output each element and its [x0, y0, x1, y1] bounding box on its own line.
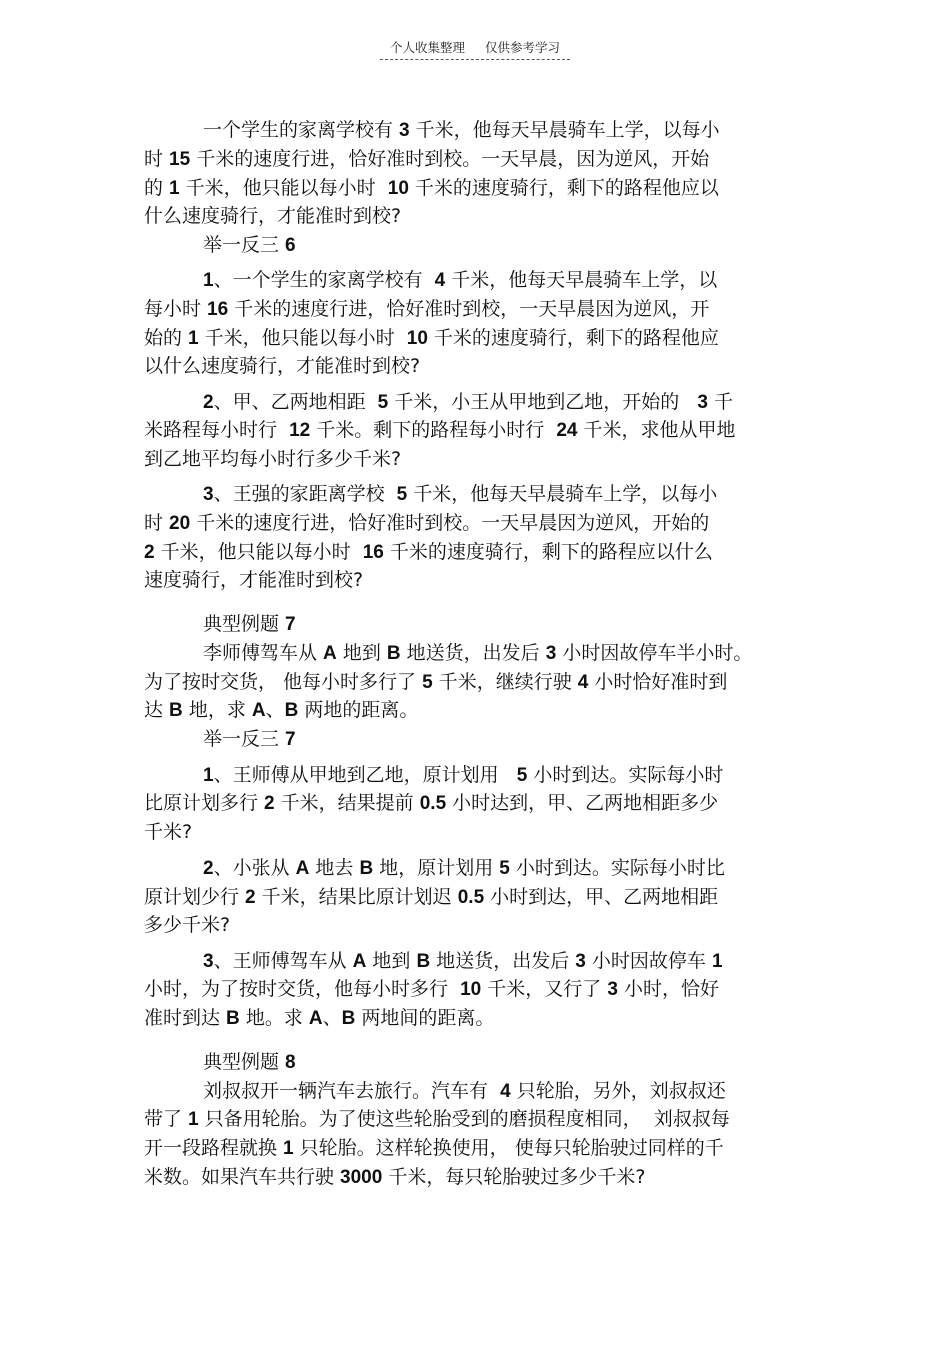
text-segment: 、 [265, 699, 285, 721]
text-segment: 千米的速度行进，恰好准时到校，一天早晨因为逆风，开 [228, 298, 710, 320]
text-line [203, 117, 720, 144]
text-segment: 3 [575, 951, 586, 972]
text-segment: 千米的速度行进，恰好准时到校。一天早晨，因为逆风，开始 [190, 148, 710, 170]
text-segment: B [284, 700, 299, 721]
text-line [203, 267, 717, 294]
text-segment: B [226, 1008, 240, 1029]
text-segment: 、 [322, 1007, 342, 1029]
text-line [144, 669, 727, 696]
text-segment: 只轮胎，另外，刘叔叔还 [510, 1080, 726, 1102]
text-line [203, 481, 717, 508]
text-segment: A [323, 643, 337, 664]
text-line [144, 567, 363, 593]
text-segment: 小时到达，甲、乙两地相距 [484, 886, 719, 908]
text-segment: 千米，又行了 [481, 978, 608, 1000]
text-line [203, 855, 725, 882]
text-segment: 1 [283, 1138, 294, 1159]
text-segment: 1 [203, 765, 214, 786]
text-segment: 3 [399, 120, 410, 141]
text-segment: 多少千米? [144, 914, 231, 936]
header-right: 仅供参考学习 [484, 40, 560, 55]
text-segment: 小时，为了按时交货，他每小时多行 [144, 978, 461, 1000]
text-line [144, 325, 719, 352]
text-segment: 典型例题 [203, 613, 286, 635]
text-segment: 1 [169, 178, 180, 199]
text-segment: 千 [708, 391, 734, 413]
text-segment: 千米的速度行进，恰好准时到校。一天早晨因为逆风，开始的 [190, 512, 710, 534]
text-line [144, 1135, 724, 1162]
text-segment: 的 [144, 177, 170, 199]
header-left: 个人收集整理 [389, 40, 465, 55]
text-line [144, 884, 718, 911]
text-segment: 3 [203, 484, 214, 505]
text-line [144, 353, 420, 379]
text-segment: 小时因故停车半小时。 [556, 642, 753, 664]
text-segment: 2 [203, 858, 214, 879]
text-segment: 5 [396, 484, 408, 505]
text-segment: 达 [144, 699, 170, 721]
text-line [203, 1049, 296, 1076]
text-segment: B [416, 951, 431, 972]
text-segment: 3 [607, 979, 618, 1000]
text-segment: 16 [362, 542, 384, 563]
text-segment: 2 [203, 392, 214, 413]
text-segment: 千米的速度骑行，剩下的路程他应 [427, 327, 719, 349]
text-segment: 5 [499, 858, 510, 879]
text-segment: 带了 [144, 1108, 189, 1130]
text-segment: 10 [460, 979, 482, 1000]
text-segment: 2 [245, 887, 256, 908]
text-segment: 开一段路程就换 [144, 1137, 284, 1159]
text-segment: 地送货，出发后 [430, 950, 576, 972]
text-segment: B [341, 1008, 356, 1029]
text-segment: 4 [500, 1081, 511, 1102]
text-segment: 12 [289, 420, 311, 441]
text-line [144, 697, 418, 724]
text-segment: 1 [188, 328, 199, 349]
text-segment: 时 [144, 148, 170, 170]
text-segment: 速度骑行，才能准时到校? [144, 569, 364, 591]
text-line [144, 539, 713, 566]
text-segment: 小时到达。实际每小时 [527, 764, 724, 786]
text-segment: 3 [545, 643, 557, 664]
text-segment: 千米，结果提前 [274, 792, 420, 814]
text-segment: B [386, 643, 401, 664]
text-segment: 举一反三 [203, 234, 286, 256]
text-segment: 10 [406, 328, 428, 349]
text-segment: 10 [387, 178, 409, 199]
text-segment: 0.5 [457, 887, 485, 908]
text-segment: 1 [711, 951, 723, 972]
text-segment: 千米，求他从甲地 [577, 419, 736, 441]
text-segment: 2 [144, 542, 155, 563]
text-segment: 地送货，出发后 [400, 642, 546, 664]
text-segment: 只轮胎。这样轮换使用， 使每只轮胎驶过同样的千 [293, 1137, 724, 1159]
text-segment: 小时因故停车 [585, 950, 712, 972]
text-line [203, 762, 723, 789]
text-line [144, 175, 719, 202]
text-segment: 千米。剩下的路程每小时行 [310, 419, 557, 441]
text-line [144, 510, 709, 537]
text-segment: 8 [285, 1052, 296, 1073]
text-segment: 只备用轮胎。为了使这些轮胎受到的磨损程度相同， 刘叔叔每 [198, 1108, 730, 1130]
text-segment: 1 [203, 270, 214, 291]
text-line [144, 296, 709, 323]
text-segment: 准时到达 [144, 1007, 227, 1029]
text-segment: 小时，恰好 [617, 978, 719, 1000]
text-segment: 千米，他每天早晨骑车上学，以每小 [409, 119, 720, 141]
text-segment: 举一反三 [203, 728, 286, 750]
text-line [144, 146, 709, 173]
text-segment: 6 [285, 235, 296, 256]
text-segment: 地，求 [182, 699, 252, 721]
text-segment: 一个学生的家离学校有 [203, 119, 400, 141]
text-segment: 千米? [144, 821, 193, 843]
text-segment: 什么速度骑行，才能准时到校? [144, 205, 402, 227]
text-segment: 地去 [309, 857, 360, 879]
text-line [144, 446, 401, 472]
text-segment: 千米的速度骑行，剩下的路程应以什么 [383, 541, 713, 563]
text-segment: 5 [422, 672, 433, 693]
text-segment: 7 [285, 729, 296, 750]
text-segment: 15 [169, 149, 191, 170]
text-segment: 两地间的距离。 [355, 1007, 495, 1029]
text-segment: 米数。如果汽车共行驶 [144, 1166, 341, 1188]
text-line [144, 1106, 730, 1133]
text-segment: 到乙地平均每小时行多少千米? [144, 448, 402, 470]
text-segment: 千米，继续行驶 [432, 671, 578, 693]
text-segment: 小时达到，甲、乙两地相距多少 [446, 792, 719, 814]
text-segment: 地，原计划用 [373, 857, 500, 879]
text-line [144, 203, 401, 229]
text-segment: 、甲、乙两地相距 [213, 391, 378, 413]
text-segment: 米路程每小时行 [144, 419, 290, 441]
text-segment: 典型例题 [203, 1051, 286, 1073]
text-segment: 5 [516, 765, 528, 786]
text-line [203, 389, 733, 416]
text-segment: 千米，结果比原计划迟 [255, 886, 458, 908]
text-line [144, 790, 718, 817]
text-segment: 2 [264, 793, 275, 814]
text-line [144, 1164, 645, 1191]
text-segment: 千米，他只能以每小时 [198, 327, 407, 349]
text-line [203, 1078, 726, 1105]
text-segment: 千米，他每天早晨骑车上学，以每小 [407, 483, 718, 505]
text-segment: 5 [377, 392, 389, 413]
text-line [144, 819, 192, 845]
text-segment: 为了按时交货， 他每小时多行了 [144, 671, 423, 693]
text-line [203, 948, 723, 975]
text-segment: 千米，每只轮胎驶过多少千米? [382, 1166, 646, 1188]
text-line [144, 417, 736, 444]
text-segment: 小时恰好准时到 [588, 671, 728, 693]
text-segment: 千米，他只能以每小时 [179, 177, 388, 199]
text-segment: 时 [144, 512, 170, 534]
text-line [203, 726, 296, 753]
text-segment: 、一个学生的家离学校有 [213, 269, 435, 291]
text-line [203, 232, 296, 259]
page-header [0, 38, 950, 60]
text-segment: 3 [203, 951, 214, 972]
text-segment: 比原计划多行 [144, 792, 265, 814]
text-segment: 刘叔叔开一辆汽车去旅行。汽车有 [203, 1080, 501, 1102]
text-segment: 24 [556, 420, 578, 441]
text-segment: 原计划少行 [144, 886, 246, 908]
text-segment: 0.5 [419, 793, 447, 814]
text-segment: 4 [434, 270, 446, 291]
text-segment: 以什么速度骑行，才能准时到校? [144, 355, 421, 377]
text-segment: 3 [697, 392, 708, 413]
text-segment: 7 [285, 614, 296, 635]
text-segment: 20 [169, 513, 191, 534]
text-segment: 千米，小王从甲地到乙地，开始的 [388, 391, 698, 413]
text-segment: A [295, 858, 310, 879]
text-segment: 16 [207, 299, 229, 320]
text-segment: 4 [577, 672, 589, 693]
text-segment: 两地的距离。 [298, 699, 419, 721]
text-line [203, 611, 296, 638]
text-segment: 千米，他只能以每小时 [154, 541, 363, 563]
text-segment: 、小张从 [213, 857, 296, 879]
text-segment: A [308, 1008, 323, 1029]
text-segment: 3000 [340, 1167, 383, 1188]
header-underline [380, 38, 570, 60]
text-segment: 、王强的家距离学校 [213, 483, 397, 505]
text-segment: 地到 [366, 950, 417, 972]
text-segment: 小时到达。实际每小时比 [509, 857, 725, 879]
text-segment: 地到 [336, 642, 387, 664]
text-segment: 1 [188, 1109, 199, 1130]
text-segment: 地。求 [239, 1007, 309, 1029]
text-segment: A [352, 951, 367, 972]
text-line [144, 912, 230, 938]
text-line [144, 976, 719, 1003]
text-segment: B [359, 858, 374, 879]
text-segment: A [251, 700, 266, 721]
text-segment: 千米的速度骑行，剩下的路程他应以 [408, 177, 719, 199]
text-segment: B [169, 700, 183, 721]
text-segment: 每小时 [144, 298, 208, 320]
text-segment: 李师傅驾车从 [203, 642, 324, 664]
text-line [144, 1005, 494, 1032]
text-segment: 、王师傅驾车从 [213, 950, 353, 972]
text-segment: 千米，他每天早晨骑车上学，以 [445, 269, 718, 291]
text-segment: 、王师傅从甲地到乙地，原计划用 [213, 764, 517, 786]
text-segment: 始的 [144, 327, 189, 349]
text-line [203, 640, 752, 667]
